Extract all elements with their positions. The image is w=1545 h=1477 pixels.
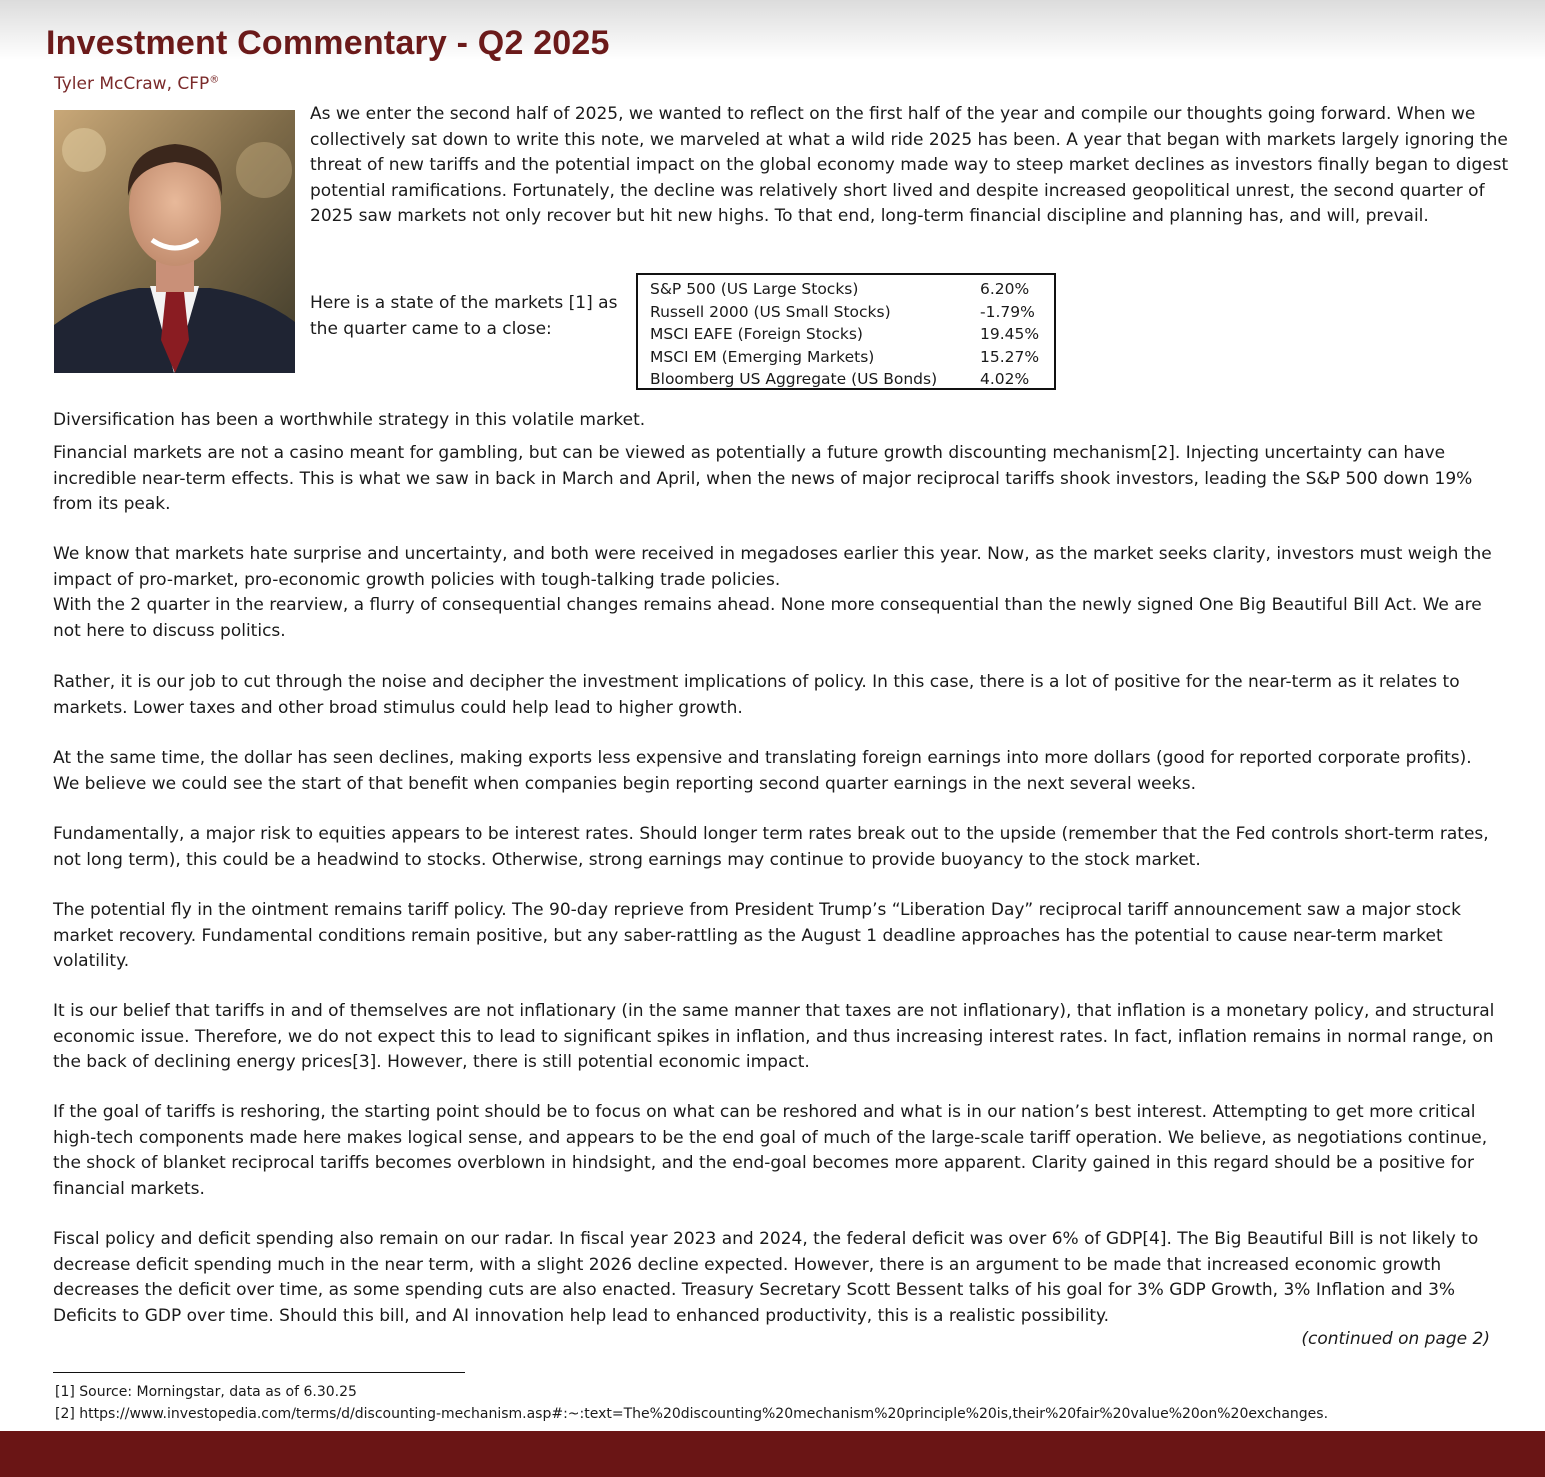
index-return: 19.45% bbox=[980, 325, 1040, 343]
body-paragraph: If the goal of tariffs is reshoring, the starting point should be to focus on what can be reshored and what is in our nation’s best interest. Attempting to get more critical high-tech components made here makes logical sense, and appears to be the end goal of much of the large-scale tariff operation. We believe, as negotiations continue, the shock of blanket reciprocal tariffs becomes overblown in hindsight, and the end-goal becomes more apparent. Clarity gained in this regard should be a positive for financial markets. bbox=[53, 1102, 1488, 1199]
footnote: [1] Source: Morningstar, data as of 6.30.25 bbox=[55, 1384, 357, 1400]
markets-intro: Here is a state of the markets [1] as the quarter came to a close: bbox=[310, 293, 618, 339]
table-row bbox=[650, 346, 1054, 369]
index-name: MSCI EAFE (Foreign Stocks) bbox=[650, 325, 863, 343]
table-row bbox=[650, 323, 1054, 346]
index-name: S&P 500 (US Large Stocks) bbox=[650, 280, 859, 298]
index-return: -1.79% bbox=[980, 302, 1035, 321]
body-paragraph: The potential fly in the ointment remains tariff policy. The 90-day reprieve from President Trump’s “Liberation Day” reciprocal tariff announcement saw a major stock market recovery. Fundamental conditions remain positive, but any saber-rattling as the August 1 deadline approaches has the potential to cause near-term market volatility. bbox=[53, 900, 1461, 971]
table-row bbox=[650, 368, 1054, 391]
footer-bar bbox=[0, 1431, 1545, 1477]
body-paragraph: It is our belief that tariffs in and of themselves are not inflationary (in the same manner that taxes are not inflationary), that inflation is a monetary policy, and structural economic issue. Therefore, we do not expect this to lead to significant spikes in inflation, and thus increasing interest rates. In fact, inflation remains in normal range, on the back of declining energy prices[3]. However, there is still potential economic impact. bbox=[53, 1001, 1495, 1072]
index-return: 4.02% bbox=[980, 370, 1030, 388]
continued-note: (continued on page 2) bbox=[1301, 1329, 1490, 1349]
index-return: 6.20% bbox=[980, 280, 1030, 298]
body-paragraph: Rather, it is our job to cut through the noise and decipher the investment implications of policy. In this case, there is a lot of positive for the near-term as it relates to markets. Lower taxes and other broad stimulus could help lead to higher growth. bbox=[53, 672, 1460, 718]
index-name: MSCI EM (Emerging Markets) bbox=[650, 347, 875, 366]
author-name: Tyler McCraw, CFP bbox=[54, 74, 210, 94]
registered-mark: ® bbox=[209, 74, 220, 86]
index-name: Bloomberg US Aggregate (US Bonds) bbox=[650, 370, 938, 388]
footnote-link[interactable]: [2] https://www.investopedia.com/terms/d/discounting-mechanism.asp#:~:text=The%20discounting%20mechanism%20principle%20is,their%20fair%20value%20on%20exchanges. bbox=[55, 1406, 1329, 1422]
table-row bbox=[650, 301, 1054, 324]
body-paragraph: Fundamentally, a major risk to equities appears to be interest rates. Should longer term rates break out to the upside (remember that the Fed controls short-term rates, not long term), this could be a headwind to stocks. Otherwise, strong earnings may continue to provide buoyancy to the stock market. bbox=[53, 824, 1489, 870]
body-paragraph: Financial markets are not a casino meant for gambling, but can be viewed as potentially a future growth discounting mechanism[2]. Injecting uncertainty can have incredible near-term effects. This is what we saw in back in March and April, when the news of major reciprocal tariffs shook investors, leading the S&P 500 down 19% from its peak. bbox=[53, 443, 1473, 514]
body-paragraph: At the same time, the dollar has seen declines, making exports less expensive and translating foreign earnings into more dollars (good for reported corporate profits). We believe we could see the start of that benefit when companies begin reporting second quarter earnings in the next several weeks. bbox=[53, 748, 1472, 794]
author-byline bbox=[54, 74, 219, 94]
footnote-divider bbox=[53, 1372, 465, 1373]
markets-table bbox=[636, 273, 1056, 390]
body-paragraph: We know that markets hate surprise and uncertainty, and both were received in megadoses earlier this year. Now, as the market seeks clarity, investors must weigh the impact of pro-market, pro-economic growth policies with tough-talking trade policies. bbox=[53, 544, 1492, 590]
body-paragraph: Diversification has been a worthwhile strategy in this volatile market. bbox=[53, 410, 646, 430]
page-title: Investment Commentary - Q2 2025 bbox=[46, 24, 610, 62]
body-paragraph: With the 2 quarter in the rearview, a flurry of consequential changes remains ahead. None more consequential than the newly signed One Big Beautiful Bill Act. We are not here to discuss politics. bbox=[53, 595, 1482, 641]
body-paragraph: Fiscal policy and deficit spending also remain on our radar. In fiscal year 2023 and 2024, the federal deficit was over 6% of GDP[4]. The Big Beautiful Bill is not likely to decrease deficit spending much in the near term, with a slight 2026 decline expected. However, there is an argument to be made that increased economic growth decreases the deficit over time, as some spending cuts are also enacted. Treasury Secretary Scott Bessent talks of his goal for 3% GDP Growth, 3% Inflation and 3% Deficits to GDP over time. Should this bill, and AI innovation help lead to enhanced productivity, this is a realistic possibility. bbox=[53, 1229, 1479, 1326]
intro-paragraph: As we enter the second half of 2025, we wanted to reflect on the first half of the year and compile our thoughts going forward. When we collectively sat down to write this note, we marveled at what a wild ride 2025 has been. A year that began with markets largely ignoring the threat of new tariffs and the potential impact on the global economy made way to steep market declines as investors finally began to digest potential ramifications. Fortunately, the decline was relatively short lived and despite increased geopolitical unrest, the second quarter of 2025 saw markets not only recover but hit new highs. To that end, long-term financial discipline and planning has, and will, prevail. bbox=[310, 104, 1509, 226]
index-return: 15.27% bbox=[980, 347, 1040, 366]
index-name: Russell 2000 (US Small Stocks) bbox=[650, 302, 891, 321]
author-photo bbox=[54, 110, 295, 373]
table-row bbox=[650, 278, 1054, 301]
